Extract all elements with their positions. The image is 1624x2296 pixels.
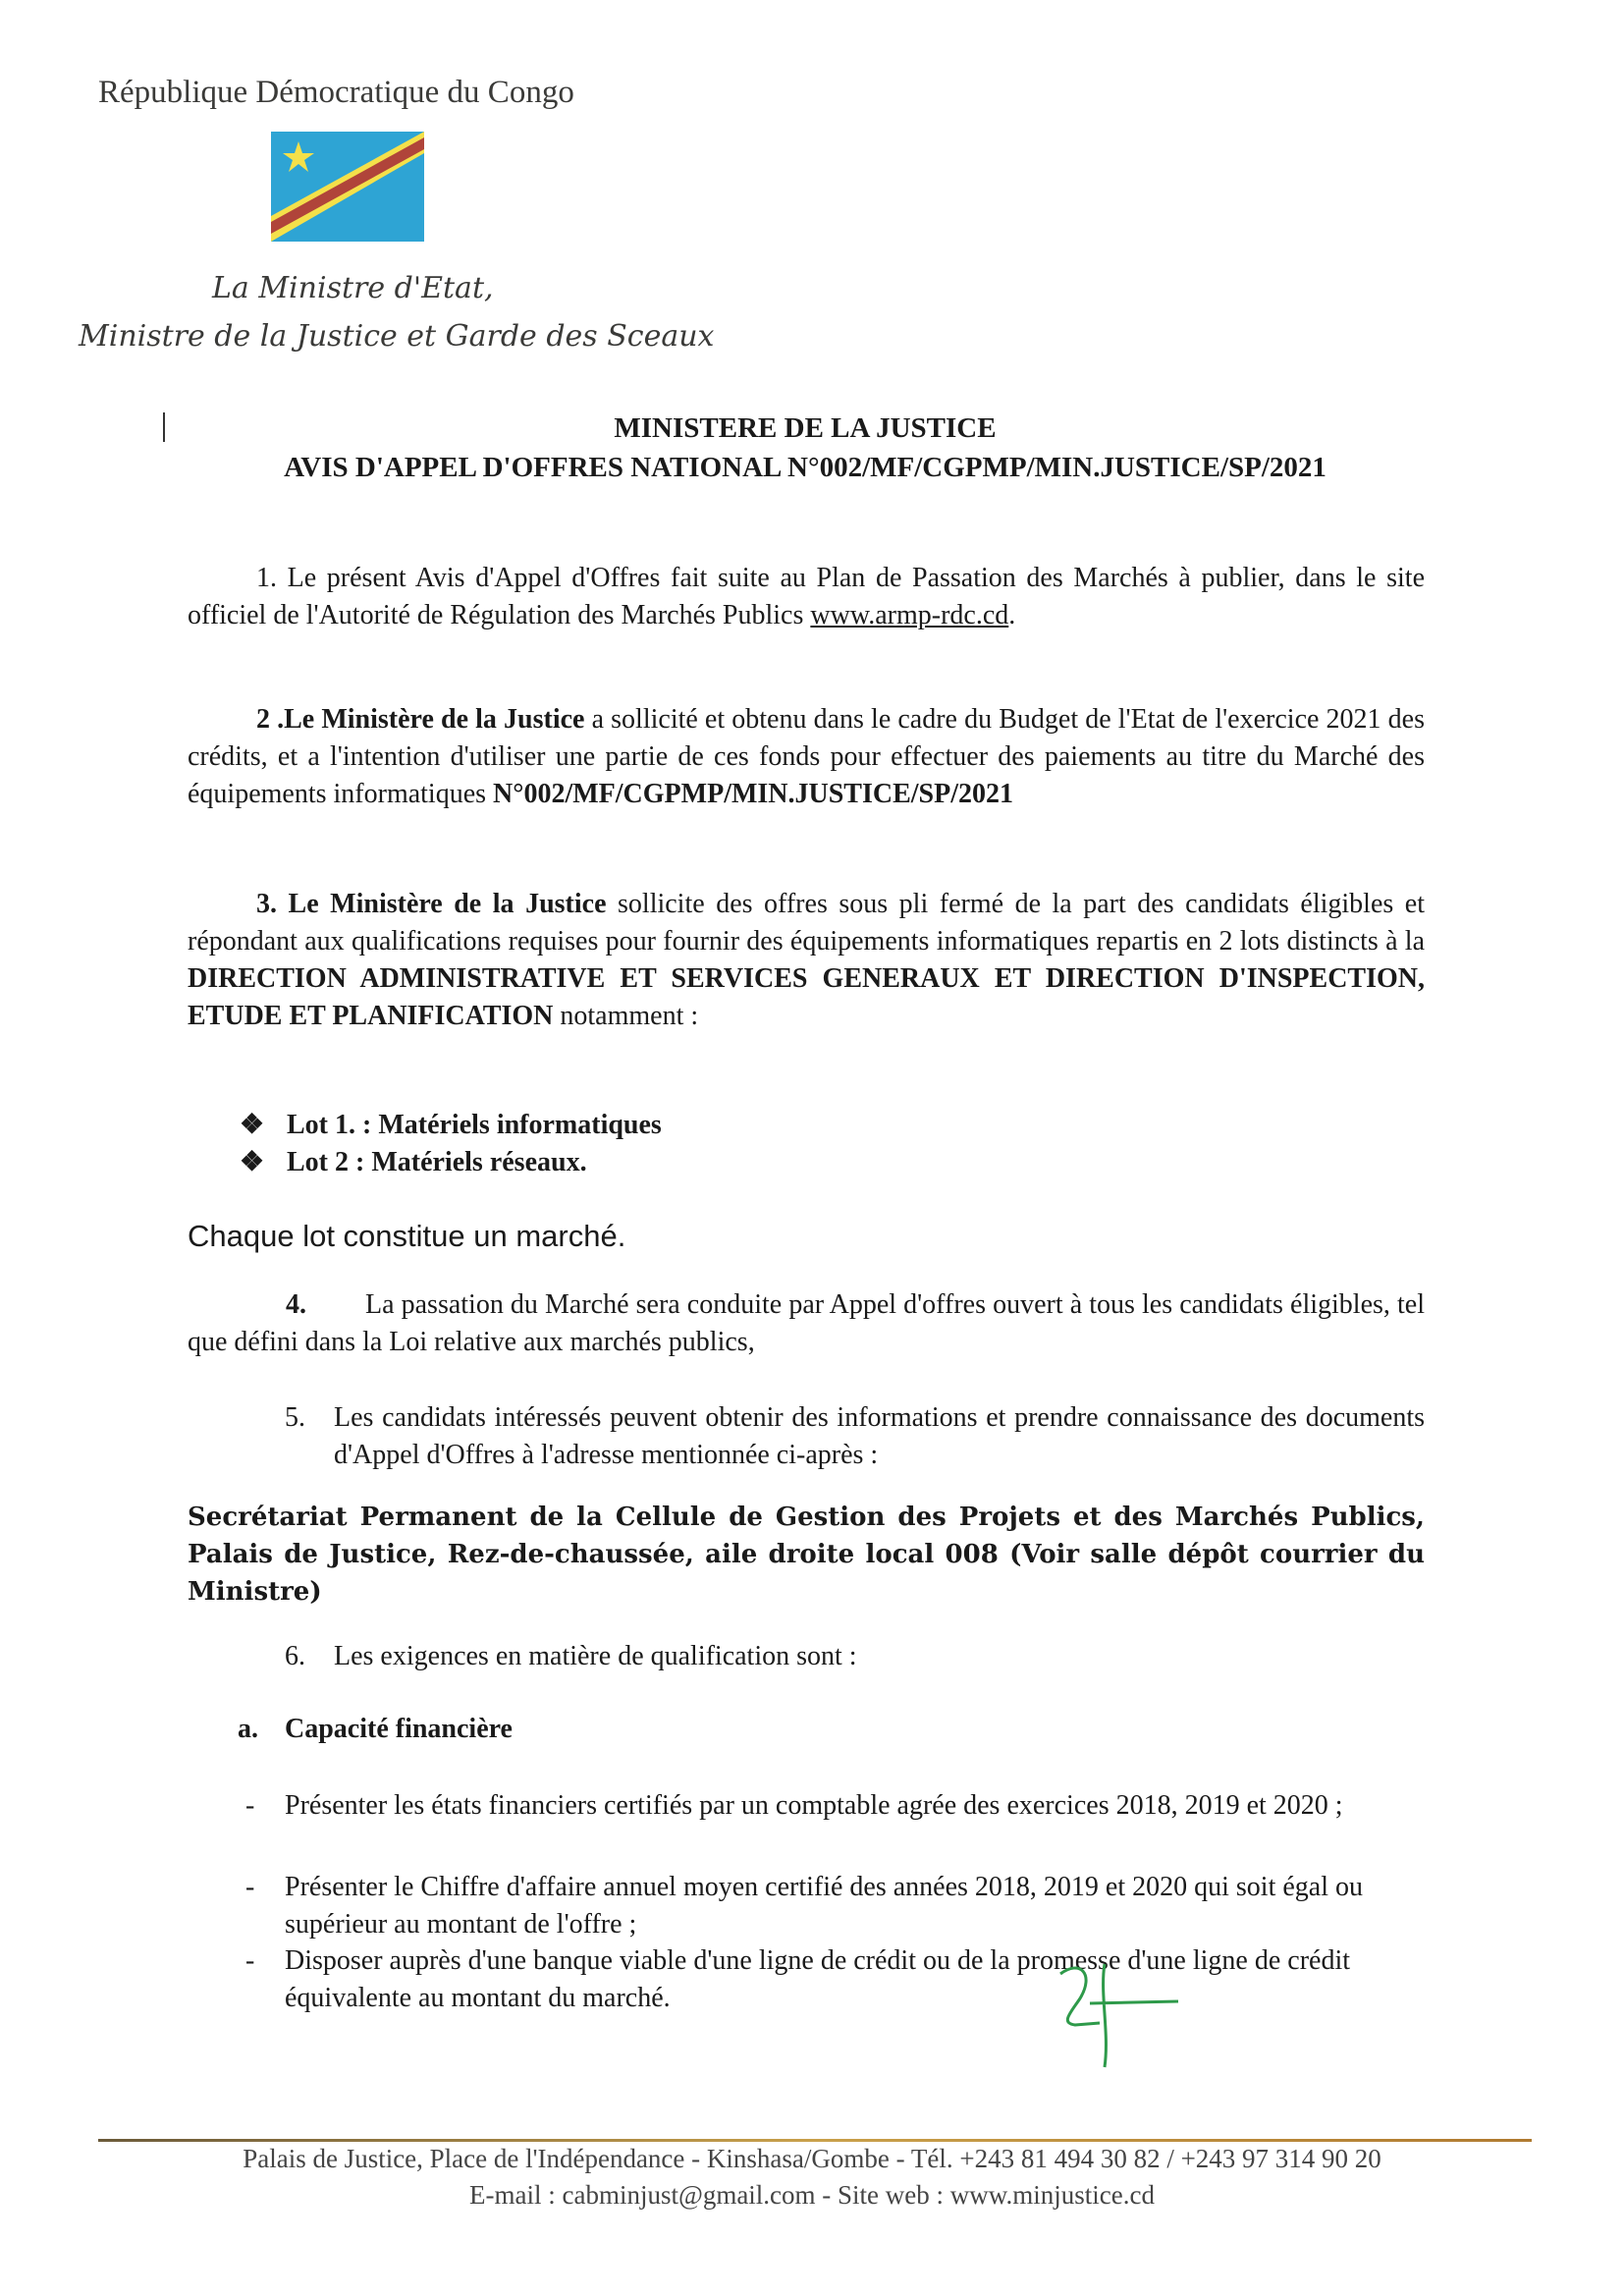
chaque-lot: Chaque lot constitue un marché. bbox=[188, 1219, 626, 1253]
p2-text: a sollicité et obtenu dans le cadre du Budget de l'Etat de l'exercice 2021 des crédits, et a l'intention d'utiliser une partie de ces fonds pour effectuer des paiements au titre du Marché des équipements informatiques bbox=[188, 704, 1425, 809]
requirement-item bbox=[245, 1787, 1429, 1825]
initials-signature-icon bbox=[1001, 1954, 1198, 2072]
p2-ref: N°002/MF/CGPMP/MIN.JUSTICE/SP/2021 bbox=[493, 779, 1014, 809]
p3-bold: Le Ministère de la Justice bbox=[288, 889, 607, 919]
lot-1 bbox=[240, 1108, 662, 1141]
lot-1-label: Lot 1. : Matériels informatiques bbox=[287, 1110, 662, 1140]
armp-link[interactable]: www.armp-rdc.cd bbox=[810, 600, 1009, 630]
address-block: Secrétariat Permanent de la Cellule de Gestion des Projets et des Marchés Publics, Palais de Justice, Rez-de-chaussée, aile droite local 008 (Voir salle dépôt courrier du Ministre) bbox=[188, 1503, 1425, 1607]
p3-num: 3. bbox=[256, 889, 289, 919]
p3-end: notamment : bbox=[553, 1001, 699, 1031]
requirement-text: Présenter le Chiffre d'affaire annuel moyen certifié des années 2018, 2019 et 2020 qui soit égal ou supérieur au montant de l'offre ; bbox=[285, 1872, 1364, 1940]
p5-num: 5. bbox=[285, 1402, 305, 1433]
drc-flag-icon bbox=[271, 132, 424, 242]
paragraph-2 bbox=[188, 701, 1425, 813]
lot-2-label: Lot 2 : Matériels réseaux. bbox=[287, 1147, 587, 1177]
p4-text: La passation du Marché sera conduite par Appel d'offres ouvert à tous les candidats éligibles, tel que défini dans la Loi relative aux marchés publics, bbox=[188, 1289, 1425, 1357]
paragraph-1 bbox=[188, 560, 1425, 634]
p2-num: 2 . bbox=[256, 704, 285, 735]
footer-divider bbox=[98, 2139, 1532, 2142]
p1-end: . bbox=[1008, 600, 1016, 630]
dash-bullet: - bbox=[245, 1872, 255, 1902]
p6-text: Les exigences en matière de qualification sont : bbox=[334, 1641, 857, 1671]
requirement-item bbox=[245, 1869, 1429, 1943]
section-a-label: a. bbox=[238, 1714, 258, 1744]
footer-address: Palais de Justice, Place de l'Indépendance - Kinshasa/Gombe - Tél. +243 81 494 30 82 / +243 97 314 90 20 bbox=[243, 2144, 1381, 2173]
margin-mark bbox=[163, 412, 165, 442]
p4-num: 4. bbox=[286, 1289, 306, 1320]
diamond-bullet-icon: ❖ bbox=[240, 1147, 265, 1177]
dash-bullet: - bbox=[245, 1945, 255, 1976]
paragraph-6 bbox=[285, 1638, 1522, 1675]
p2-bold: Le Ministère de la Justice bbox=[284, 704, 585, 735]
footer-contact: E-mail : cabminjust@gmail.com - Site web : www.minjustice.cd bbox=[469, 2180, 1155, 2210]
paragraph-4 bbox=[188, 1286, 1425, 1361]
diamond-bullet-icon: ❖ bbox=[240, 1110, 265, 1140]
p1-text: 1. Le présent Avis d'Appel d'Offres fait suite au Plan de Passation des Marchés à publier, dans le site officiel de l'Autorité de Régulation des Marchés Publics bbox=[188, 563, 1425, 630]
section-a-heading bbox=[238, 1711, 1475, 1748]
minister-subtitle: Ministre de la Justice et Garde des Sceaux bbox=[79, 319, 715, 354]
requirement-text: Disposer auprès d'une banque viable d'une ligne de crédit ou de la promesse d'une ligne de crédit équivalente au montant du marché. bbox=[285, 1945, 1350, 2013]
paragraph-5 bbox=[285, 1399, 1425, 1474]
lot-2 bbox=[240, 1145, 587, 1178]
p3-text: sollicite des offres sous pli fermé de la part des candidats éligibles et répondant aux qualifications requises pour fournir des équipements informatiques repartis en 2 lots distincts à la bbox=[188, 889, 1426, 957]
p3-caps: DIRECTION ADMINISTRATIVE ET SERVICES GENERAUX ET DIRECTION D'INSPECTION, ETUDE ET PLANIFICATION bbox=[188, 963, 1425, 1031]
requirement-item bbox=[245, 1942, 1429, 2017]
dash-bullet: - bbox=[245, 1790, 255, 1821]
title-notice: AVIS D'APPEL D'OFFRES NATIONAL N°002/MF/CGPMP/MIN.JUSTICE/SP/2021 bbox=[284, 452, 1326, 483]
country-name: République Démocratique du Congo bbox=[98, 75, 574, 110]
p6-num: 6. bbox=[285, 1641, 305, 1671]
title-ministry: MINISTERE DE LA JUSTICE bbox=[614, 412, 997, 444]
paragraph-3 bbox=[188, 886, 1425, 1035]
p5-text: Les candidats intéressés peuvent obtenir des informations et prendre connaissance des documents d'Appel d'Offres à l'adresse mentionnée ci-après : bbox=[334, 1402, 1425, 1470]
minister-title: La Ministre d'Etat, bbox=[212, 271, 494, 305]
requirement-text: Présenter les états financiers certifiés par un comptable agrée des exercices 2018, 2019 et 2020 ; bbox=[285, 1790, 1343, 1821]
section-a-title: Capacité financière bbox=[285, 1714, 513, 1744]
